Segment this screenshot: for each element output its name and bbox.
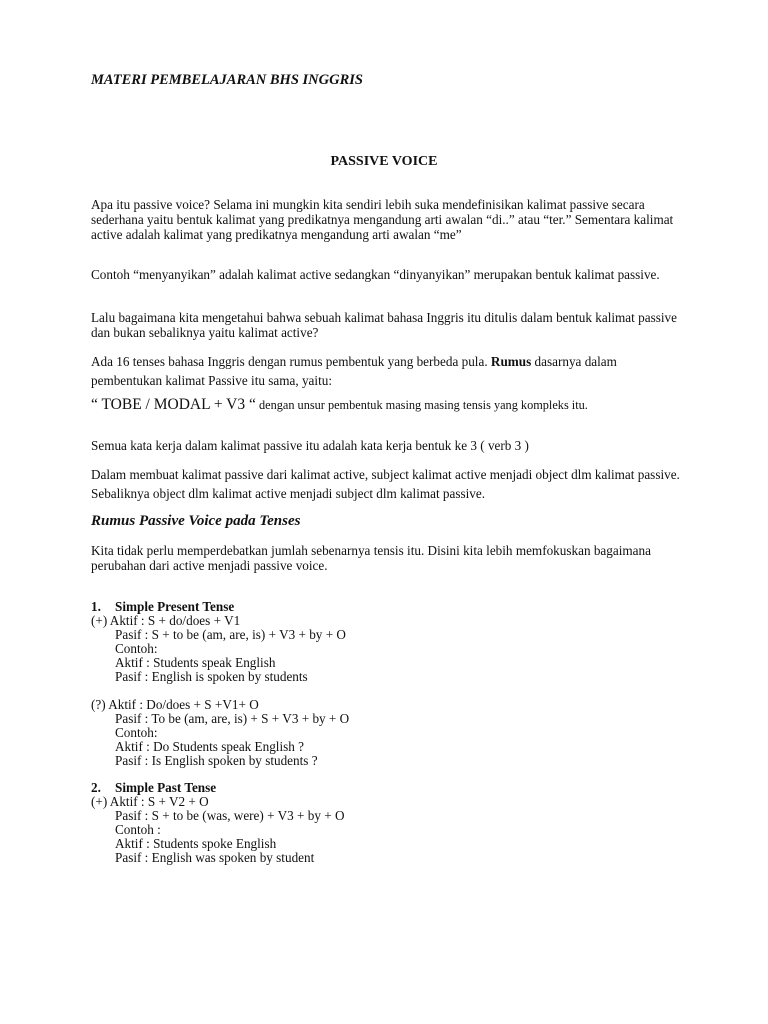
formula-pasif: Pasif : S + to be (am, are, is) + V3 + by + O (115, 627, 346, 642)
paragraph-definition: Apa itu passive voice? Selama ini mungkin kita sendiri lebih suka mendefinisikan kalimat passive secara sederhana yaitu bentuk kalimat yang predikatnya mengandung arti awalan “di..” atau “ter.” Sementara kalimat active adalah kalimat yang predikatnya mengandung arti awalan “me” (91, 197, 674, 242)
paragraph-tenses-count-start: Ada 16 tenses bahasa Inggris dengan rumus pembentuk yang berbeda pula. (91, 354, 491, 369)
tense-title: Simple Past Tense (115, 780, 217, 795)
example-aktif: Aktif : Students spoke English (115, 836, 277, 851)
paragraph-verb3: Semua kata kerja dalam kalimat passive itu adalah kata kerja bentuk ke 3 ( verb 3 ) (91, 438, 529, 453)
example-pasif: Pasif : English is spoken by students (115, 669, 308, 684)
paragraph-example: Contoh “menyanyikan” adalah kalimat active sedangkan “dinyanyikan” merupakan bentuk kalimat passive. (91, 267, 660, 282)
formula-aktif: (+) Aktif : S + do/does + V1 (91, 613, 241, 628)
tense-number: 1. (91, 599, 101, 614)
formula-paragraph (91, 395, 691, 415)
tense-number: 2. (91, 780, 101, 795)
tense-list (91, 600, 681, 865)
contoh-label: Contoh : (115, 822, 161, 837)
paragraph-question: Lalu bagaimana kita mengetahui bahwa sebuah kalimat bahasa Inggris itu ditulis dalam bentuk kalimat passive dan bukan sebaliknya yaitu kalimat active? (91, 310, 677, 340)
formula-text: “ TOBE / MODAL + V3 “ (91, 396, 256, 413)
paragraph-tenses-count (91, 352, 681, 390)
paragraph-focus: Kita tidak perlu memperdebatkan jumlah sebenarnya tensis itu. Disini kita lebih memfokuskan bagaimana perubahan dari active menjadi passive voice. (91, 543, 651, 573)
example-aktif: Aktif : Students speak English (115, 655, 276, 670)
rumus-bold: Rumus (490, 354, 532, 369)
contoh-label: Contoh: (115, 641, 158, 656)
example-pasif: Pasif : English was spoken by student (115, 850, 315, 865)
formula-aktif: (?) Aktif : Do/does + S +V1+ O (91, 697, 259, 712)
document-title: MATERI PEMBELAJARAN BHS INGGRIS (91, 72, 363, 88)
tense-heading (91, 781, 681, 795)
section-title: PASSIVE VOICE (330, 154, 438, 169)
contoh-label: Contoh: (115, 725, 158, 740)
formula-aktif: (+) Aktif : S + V2 + O (91, 794, 209, 809)
example-aktif: Aktif : Do Students speak English ? (115, 739, 305, 754)
paragraph-subject-object: Dalam membuat kalimat passive dari kalimat active, subject kalimat active menjadi object dlm kalimat passive. Sebaliknya object dlm kalimat active menjadi subject dlm kalimat passive. (91, 467, 680, 501)
subheading: Rumus Passive Voice pada Tenses (91, 513, 301, 529)
formula-pasif: Pasif : To be (am, are, is) + S + V3 + by + O (115, 711, 350, 726)
formula-pasif: Pasif : S + to be (was, were) + V3 + by + O (115, 808, 345, 823)
tense-title: Simple Present Tense (115, 599, 235, 614)
formula-description: dengan unsur pembentuk masing masing tensis yang kompleks itu. (255, 398, 588, 412)
example-pasif: Pasif : Is English spoken by students ? (115, 753, 318, 768)
tense-heading (91, 600, 681, 614)
paragraph-tenses-count-end: dasarnya dalam pembentukan kalimat Passive itu sama, yaitu: (91, 354, 617, 388)
